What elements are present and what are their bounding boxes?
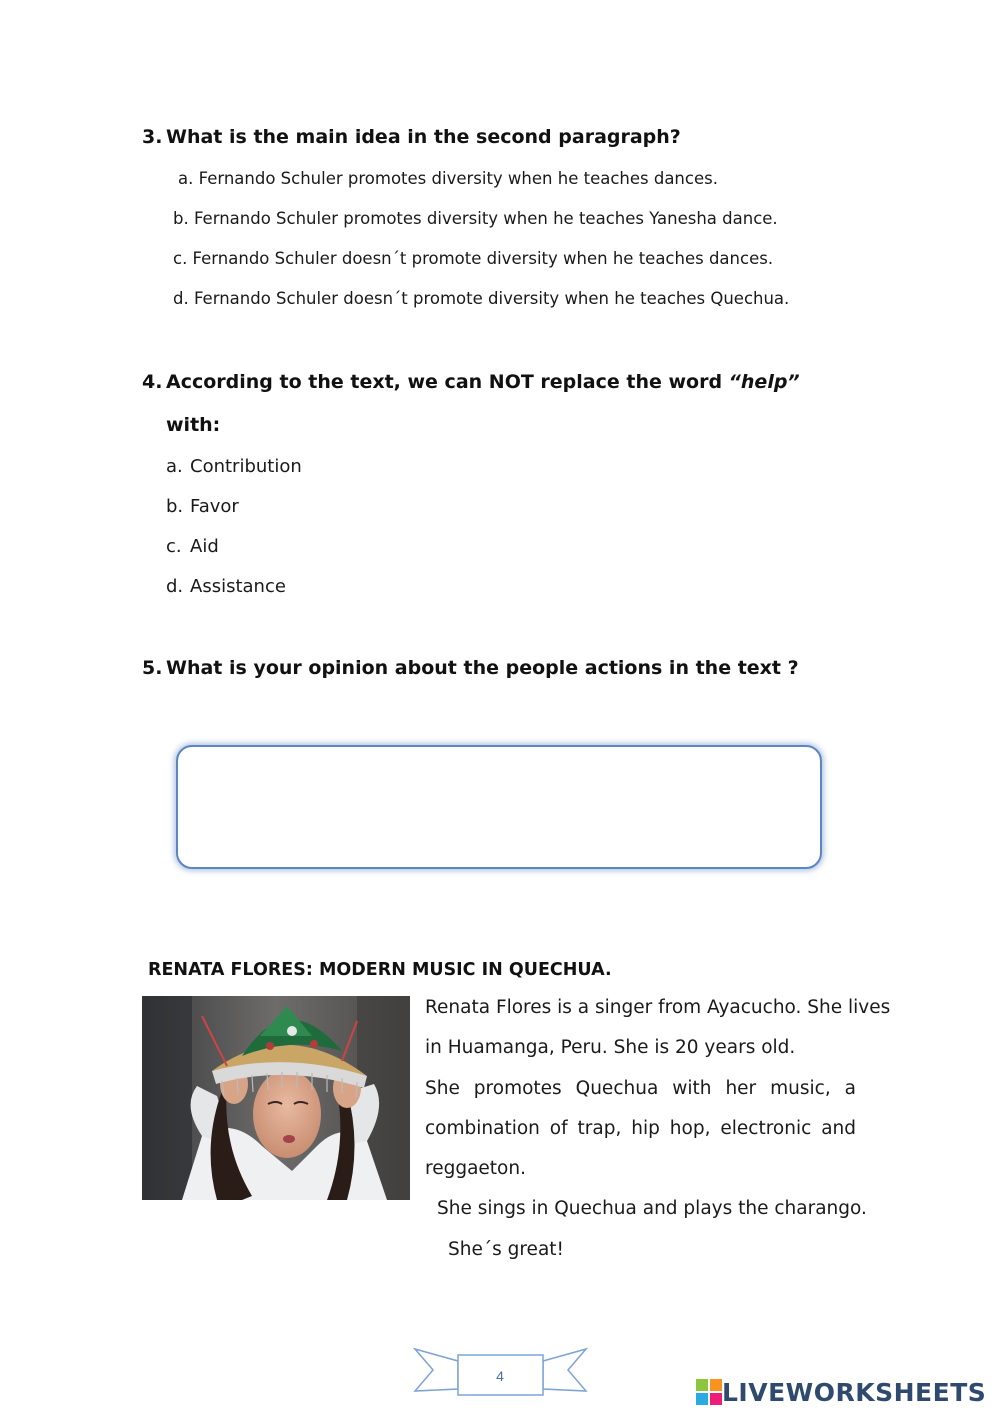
question-4-number: 4.: [142, 371, 163, 393]
article-line-1: Renata Flores is a singer from Ayacucho. She lives: [425, 997, 891, 1018]
article-line-5: reggaeton.: [425, 1158, 526, 1179]
question-3-option-d[interactable]: d. Fernando Schuler doesn´t promote diversity when he teaches Quechua.: [173, 289, 790, 308]
option-letter: a.: [166, 456, 183, 477]
question-5-text: What is your opinion about the people actions in the text ?: [166, 657, 799, 679]
question-4-option-d[interactable]: [166, 576, 286, 597]
article-title: RENATA FLORES: MODERN MUSIC IN QUECHUA.: [148, 960, 612, 980]
option-text: Assistance: [190, 576, 286, 597]
question-4-heading-end: with:: [166, 414, 221, 436]
option-text: Favor: [190, 496, 239, 517]
question-3-text: What is the main idea in the second paragraph?: [166, 126, 681, 148]
article-line-4: combination of trap, hip hop, electronic and: [425, 1118, 856, 1139]
article-line-7: She´s great!: [448, 1239, 564, 1260]
question-4-heading: [142, 371, 800, 393]
question-3-option-a[interactable]: a. Fernando Schuler promotes diversity when he teaches dances.: [178, 169, 718, 188]
question-4-text: According to the text, we can NOT replace the word: [166, 371, 729, 393]
article-line-3: She promotes Quechua with her music, a: [425, 1078, 856, 1099]
question-5-heading: [142, 657, 799, 679]
brand-name: LIVEWORKSHEETS: [722, 1377, 987, 1407]
article-line-6: She sings in Quechua and plays the charango.: [437, 1198, 867, 1219]
question-3-number: 3.: [142, 126, 163, 148]
question-4-option-a[interactable]: [166, 456, 302, 477]
liveworksheets-icon: [696, 1379, 722, 1405]
option-letter: b.: [166, 496, 184, 517]
question-4-keyword: “help”: [728, 371, 800, 393]
question-4-option-c[interactable]: [166, 536, 219, 557]
liveworksheets-logo: [696, 1375, 986, 1409]
question-4-option-b[interactable]: [166, 496, 239, 517]
question-5-answer-box[interactable]: [176, 745, 822, 869]
page-number: 4: [496, 1368, 504, 1384]
option-letter: c.: [166, 536, 182, 557]
question-5-number: 5.: [142, 657, 163, 679]
renata-flores-photo: [142, 996, 410, 1200]
option-text: Aid: [190, 536, 219, 557]
article-line-2: in Huamanga, Peru. She is 20 years old.: [425, 1037, 796, 1058]
question-3-heading: [142, 126, 681, 148]
option-text: Contribution: [190, 456, 302, 477]
question-3-option-c[interactable]: c. Fernando Schuler doesn´t promote diversity when he teaches dances.: [173, 249, 774, 268]
question-3-option-b[interactable]: b. Fernando Schuler promotes diversity when he teaches Yanesha dance.: [173, 209, 778, 228]
option-letter: d.: [166, 576, 184, 597]
